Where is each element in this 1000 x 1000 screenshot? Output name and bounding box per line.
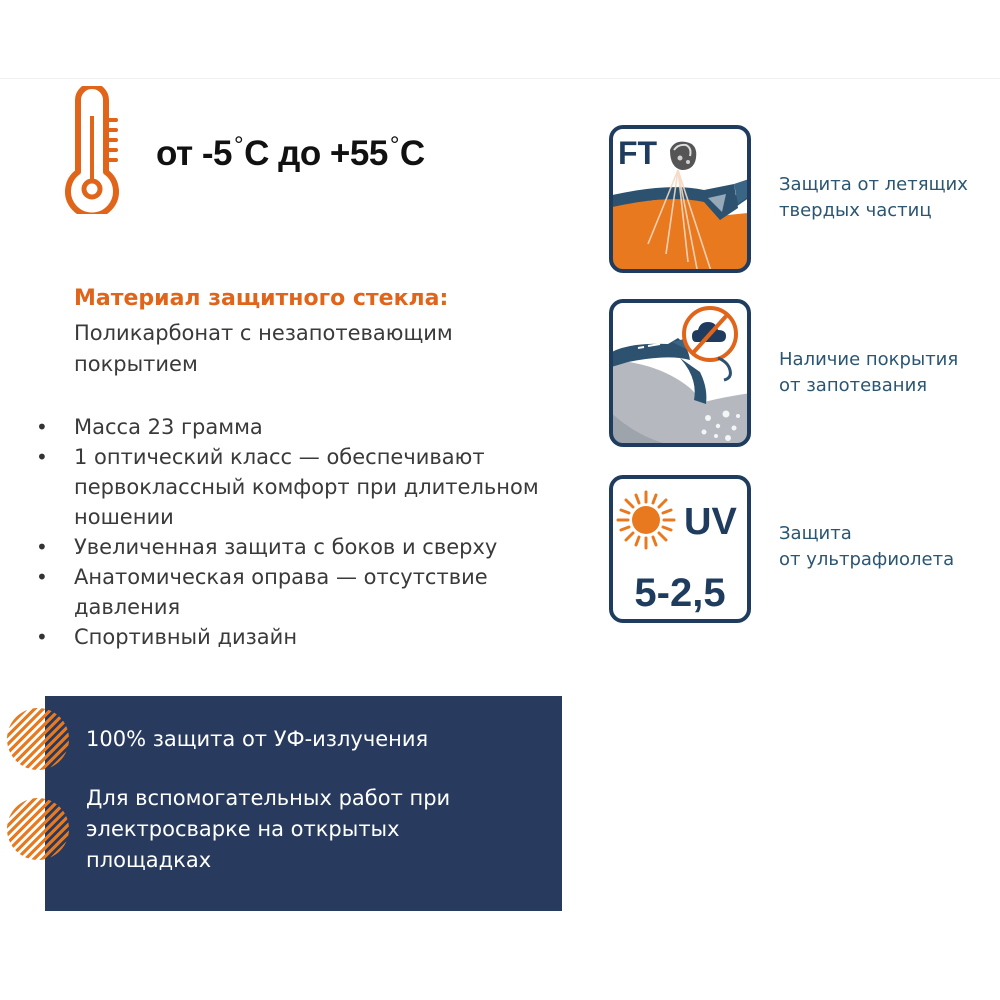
degree-symbol: °: [389, 132, 399, 159]
degree-symbol: °: [234, 132, 244, 159]
feature-bullet-list: [28, 412, 588, 652]
bullet-item: • Анатомическая оправа — отсутствие давления: [28, 562, 588, 622]
uv-sun-icon: [608, 474, 752, 624]
bullet-item: • Спортивный дизайн: [28, 622, 588, 652]
hatched-circle-decoration: [7, 708, 69, 770]
ft-particles-icon: [608, 124, 752, 274]
top-divider: [0, 78, 1000, 79]
ft-badge: FT: [618, 135, 658, 171]
thermometer-icon: [62, 86, 122, 214]
anti-fog-icon: [608, 298, 752, 448]
feature-label-particles: Защита от летящих твердых частиц: [779, 174, 968, 221]
bullet-item: • Масса 23 грамма: [28, 412, 588, 442]
uv-code: 5-2,5: [634, 571, 726, 615]
uv-protection-text: 100% защита от УФ-излучения: [86, 727, 429, 751]
material-heading: Материал защитного стекла:: [74, 286, 449, 311]
uv-badge: UV: [684, 501, 737, 543]
welding-usage-text: Для вспомогательных работ при электросварке на открытых площадках: [86, 786, 451, 872]
material-description: Поликарбонат с незапотевающим покрытием: [74, 321, 453, 376]
bullet-item: • Увеличенная защита с боков и сверху: [28, 532, 588, 562]
bullet-item: • 1 оптический класс — обеспечивают первоклассный комфорт при длительном ношении: [28, 442, 588, 532]
feature-label-uv: Защита от ультрафиолета: [779, 523, 955, 570]
temperature-range: от -5°C до +55°C: [156, 132, 425, 173]
feature-label-antifog: Наличие покрытия от запотевания: [779, 349, 959, 396]
hatched-circle-decoration: [7, 798, 69, 860]
